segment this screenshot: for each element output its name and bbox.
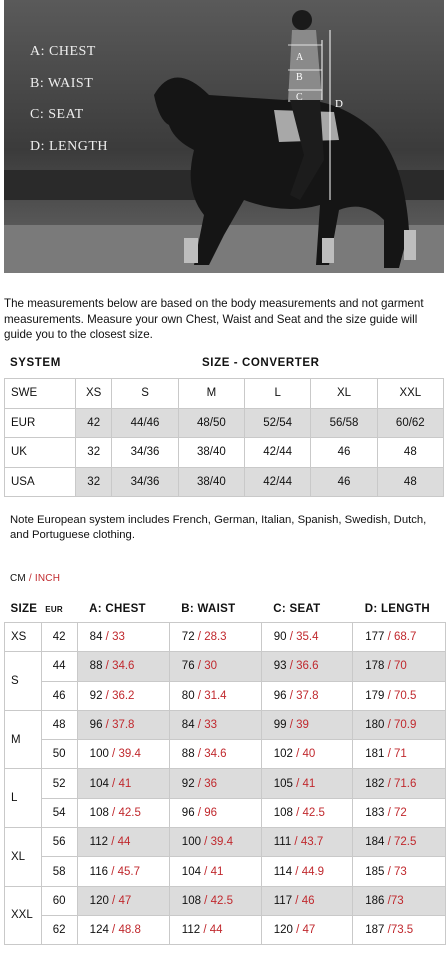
measurement-inch: 70.5: [394, 689, 417, 702]
measurement-cell: [261, 769, 352, 798]
measurement-cell: [169, 857, 261, 886]
measurement-separator: /: [384, 719, 395, 732]
measurement-separator: /: [200, 836, 211, 849]
measurement-separator: /: [384, 689, 395, 702]
unit-toggle[interactable]: [10, 573, 60, 584]
measurement-cell: [353, 857, 446, 886]
measurement-cell: [77, 710, 169, 739]
header-length: D: LENGTH: [364, 603, 431, 615]
measurement-inch: 40: [302, 748, 316, 761]
measurement-cm: 183: [365, 806, 385, 819]
measurement-inch: 68.7: [394, 631, 417, 644]
measurement-cm: 88: [181, 748, 195, 761]
measurement-separator: /: [286, 631, 297, 644]
measurement-inch: 70.9: [394, 719, 417, 732]
size-row: [5, 652, 446, 681]
converter-system: SWE: [5, 379, 76, 409]
measurement-cell: [261, 623, 352, 652]
measurement-separator: /: [286, 689, 297, 702]
measurement-cell: [353, 681, 446, 710]
measurement-inch: 72.5: [394, 836, 417, 849]
eur-size: 52: [41, 769, 77, 798]
measurement-separator: /: [108, 865, 118, 878]
measurement-cm: 100: [181, 836, 201, 849]
converter-cell: 52/54: [245, 408, 311, 438]
measurement-cm: 102: [273, 748, 293, 761]
size-label: XXL: [5, 886, 42, 945]
measurement-cm: 117: [273, 894, 293, 907]
measurement-cell: [261, 857, 352, 886]
measurement-cell: [169, 915, 261, 944]
measurement-cm: 93: [273, 660, 287, 673]
measurement-cell: [169, 798, 261, 827]
legend-length: D: LENGTH: [30, 138, 108, 154]
measurement-inch: 47: [118, 894, 132, 907]
converter-cell: 44/46: [112, 408, 178, 438]
measurement-cm: 96: [181, 806, 195, 819]
measurement-inch: 71.6: [394, 777, 417, 790]
measurement-cm: 99: [273, 719, 287, 732]
measurement-separator: /: [384, 836, 395, 849]
measurement-inch: 96: [204, 806, 217, 819]
measurement-inch: 71: [394, 748, 407, 761]
measurement-separator: /: [384, 806, 395, 819]
measurement-cell: [261, 828, 352, 857]
measurement-cell: [261, 652, 352, 681]
measurement-cell: [169, 710, 261, 739]
measurement-separator: /: [286, 660, 297, 673]
measurement-separator: /: [291, 836, 301, 849]
size-row: [5, 769, 446, 798]
measurement-cm: 108: [273, 806, 293, 819]
measurement-inch: 44: [209, 924, 223, 937]
size-converter-table: [4, 378, 444, 497]
measurement-inch: 36.2: [112, 689, 135, 702]
converter-cell: XL: [311, 379, 377, 409]
legend-seat: C: SEAT: [30, 107, 84, 122]
european-system-note: Note European system includes French, German, Italian, Spanish, Swedish, Dutch, and Portuguese clothing.: [10, 514, 427, 541]
measurement-inch: 30: [204, 660, 217, 673]
measurement-cm: 120: [89, 894, 109, 907]
measurement-inch: 48.8: [118, 924, 141, 937]
measurement-inch: 41: [118, 777, 132, 790]
measurement-inch: 70: [394, 660, 407, 673]
converter-cell: 48: [377, 467, 443, 497]
measurement-cell: [261, 798, 352, 827]
measurement-cm: 182: [365, 777, 385, 790]
measurement-inch: 44: [117, 836, 131, 849]
measurement-cm: 108: [181, 894, 201, 907]
measurement-cell: [261, 915, 352, 944]
measurement-separator: /: [108, 748, 119, 761]
measurement-inch: 39.4: [118, 748, 141, 761]
measurement-cell: [353, 652, 446, 681]
measurement-cell: [169, 828, 261, 857]
measurement-inch: 46: [301, 894, 315, 907]
eur-size: 54: [41, 798, 77, 827]
measurement-inch: 34.6: [204, 748, 227, 761]
measurement-separator: /: [384, 777, 395, 790]
measurement-separator: /: [194, 748, 205, 761]
eur-size: 46: [41, 681, 77, 710]
measurement-cell: [77, 915, 169, 944]
measurement-separator: /: [384, 924, 391, 937]
measurement-inch: 33: [112, 631, 125, 644]
measurement-cm: 100: [89, 748, 109, 761]
measurement-cell: [169, 886, 261, 915]
size-label: XS: [5, 623, 42, 652]
measurement-inch: 37.8: [112, 719, 135, 732]
measurement-inch: 37.8: [296, 689, 319, 702]
measurement-cell: [353, 623, 446, 652]
measurement-cm: 84: [181, 719, 195, 732]
size-row: [5, 886, 446, 915]
measurement-separator: /: [194, 719, 205, 732]
measurement-cm: 180: [365, 719, 385, 732]
eur-size: 60: [41, 886, 77, 915]
measurement-inch: 33: [204, 719, 217, 732]
measurement-cm: 92: [89, 689, 103, 702]
eur-size: 56: [41, 828, 77, 857]
converter-cell: 60/62: [377, 408, 443, 438]
measurement-separator: /: [194, 806, 205, 819]
measurement-separator: /: [108, 924, 119, 937]
measurement-legend: [30, 44, 108, 170]
measurement-cell: [169, 769, 261, 798]
measurement-separator: /: [200, 894, 211, 907]
measurement-separator: /: [194, 689, 205, 702]
measurement-inch: 42.5: [302, 806, 325, 819]
converter-cell: 42/44: [245, 467, 311, 497]
converter-system: UK: [5, 438, 76, 468]
size-row: [5, 828, 446, 857]
measurement-cm: 84: [89, 631, 103, 644]
converter-cell: 32: [76, 438, 112, 468]
measurement-separator: /: [102, 660, 113, 673]
measurement-inch: 36: [204, 777, 217, 790]
converter-row: [5, 408, 444, 438]
measurement-separator: /: [292, 748, 303, 761]
legend-chest: A: CHEST: [30, 44, 96, 59]
measurement-separator: /: [292, 865, 302, 878]
header-chest: A: CHEST: [89, 603, 146, 615]
marker-d: D: [335, 98, 343, 110]
size-label: XL: [5, 828, 42, 887]
converter-system: EUR: [5, 408, 76, 438]
measurement-cell: [77, 623, 169, 652]
measurement-cell: [77, 857, 169, 886]
measurement-cell: [77, 798, 169, 827]
header-eur: EUR: [45, 604, 63, 614]
measurement-separator: /: [384, 748, 395, 761]
measurement-cell: [353, 886, 446, 915]
measurement-inch: 31.4: [204, 689, 227, 702]
measurement-cm: 186: [365, 894, 385, 907]
size-row: [5, 710, 446, 739]
measurement-cell: [261, 740, 352, 769]
measurement-cell: [77, 681, 169, 710]
converter-cell: L: [245, 379, 311, 409]
converter-cell: M: [178, 379, 244, 409]
size-row: [5, 798, 446, 827]
size-label: S: [5, 652, 42, 711]
measurement-cell: [261, 710, 352, 739]
measurement-separator: /: [102, 689, 113, 702]
size-row: [5, 915, 446, 944]
eur-size: 44: [41, 652, 77, 681]
measurement-cm: 179: [365, 689, 385, 702]
measurement-separator: /: [108, 894, 119, 907]
measurement-cm: 185: [365, 865, 385, 878]
measurement-inch: 44.9: [301, 865, 325, 878]
measurement-cm: 181: [365, 748, 385, 761]
converter-cell: 48: [377, 438, 443, 468]
measurement-inch: 28.3: [204, 631, 227, 644]
measurement-cm: 112: [89, 836, 109, 849]
measurement-cell: [353, 769, 446, 798]
converter-cell: 46: [311, 467, 377, 497]
hero-photo: [4, 0, 444, 273]
measurement-separator: /: [102, 719, 113, 732]
measurement-cm: 187: [365, 924, 385, 937]
converter-cell: 46: [311, 438, 377, 468]
measurement-cm: 92: [181, 777, 195, 790]
measurement-cm: 96: [273, 689, 287, 702]
converter-cell: XS: [76, 379, 112, 409]
marker-a: A: [296, 52, 304, 63]
header-waist: B: WAIST: [181, 603, 236, 615]
measurement-separator: /: [194, 631, 205, 644]
converter-cell: 48/50: [178, 408, 244, 438]
size-label: M: [5, 710, 42, 769]
measurement-cell: [261, 886, 352, 915]
header-seat: C: SEAT: [273, 603, 321, 615]
measurement-cm: 104: [181, 865, 201, 878]
measurement-inch: 39: [296, 719, 309, 732]
size-measurement-table: [4, 596, 446, 945]
measurement-cm: 90: [273, 631, 287, 644]
unit-cm[interactable]: CM: [10, 573, 26, 584]
measurement-cm: 104: [89, 777, 109, 790]
measurement-cell: [77, 828, 169, 857]
measurement-inch: 47: [302, 924, 316, 937]
eur-size: 62: [41, 915, 77, 944]
measurement-cell: [77, 886, 169, 915]
measurement-cm: 72: [181, 631, 195, 644]
measurement-inch: 73: [390, 894, 404, 907]
converter-system: USA: [5, 467, 76, 497]
converter-cell: 34/36: [112, 467, 178, 497]
converter-title: SIZE - CONVERTER: [202, 357, 320, 369]
converter-cell: S: [112, 379, 178, 409]
measurement-cell: [261, 681, 352, 710]
header-size: SIZE: [10, 603, 38, 615]
measurement-cell: [77, 740, 169, 769]
converter-cell: 42: [76, 408, 112, 438]
measurement-cm: 108: [89, 806, 109, 819]
measurement-inch: 35.4: [296, 631, 319, 644]
eur-size: 58: [41, 857, 77, 886]
measurement-inch: 73: [394, 865, 407, 878]
measurement-inch: 73.5: [390, 924, 414, 937]
measurement-separator: /: [384, 631, 395, 644]
measurement-cm: 184: [365, 836, 385, 849]
measurement-separator: /: [108, 836, 118, 849]
measurement-inch: 42.5: [210, 894, 233, 907]
marker-b: B: [296, 72, 303, 83]
size-label: L: [5, 769, 42, 828]
converter-row: [5, 438, 444, 468]
measurement-inch: 36.6: [296, 660, 319, 673]
converter-cell: 38/40: [178, 438, 244, 468]
measurement-separator: /: [384, 865, 395, 878]
unit-inch[interactable]: INCH: [34, 573, 61, 584]
converter-cell: 34/36: [112, 438, 178, 468]
marker-c: C: [296, 92, 303, 103]
measurement-separator: /: [292, 894, 302, 907]
measurement-separator: /: [292, 806, 303, 819]
measurement-cell: [353, 798, 446, 827]
measurement-inch: 41: [210, 865, 224, 878]
measurement-cm: 112: [181, 924, 201, 937]
measurement-cell: [353, 828, 446, 857]
measurement-inch: 39.4: [210, 836, 233, 849]
measurement-separator: /: [108, 777, 119, 790]
size-row: [5, 623, 446, 652]
measurement-separator: /: [194, 660, 205, 673]
measurement-cm: 111: [273, 836, 292, 849]
converter-cell: 38/40: [178, 467, 244, 497]
measurement-cm: 120: [273, 924, 293, 937]
converter-row: [5, 467, 444, 497]
measurement-inch: 42.5: [118, 806, 141, 819]
measurement-inch: 34.6: [112, 660, 135, 673]
measurement-inch: 43.7: [300, 836, 324, 849]
measurement-cell: [353, 740, 446, 769]
measurement-cm: 88: [89, 660, 103, 673]
measurement-cm: 105: [273, 777, 293, 790]
eur-size: 50: [41, 740, 77, 769]
converter-cell: 42/44: [245, 438, 311, 468]
measurement-cell: [169, 652, 261, 681]
measurement-cell: [169, 623, 261, 652]
converter-cell: 56/58: [311, 408, 377, 438]
size-row: [5, 681, 446, 710]
measurement-cell: [169, 740, 261, 769]
measurement-cell: [77, 769, 169, 798]
measurement-cm: 178: [365, 660, 385, 673]
unit-separator: /: [25, 573, 35, 584]
measurement-cm: 96: [89, 719, 103, 732]
measurement-cell: [169, 681, 261, 710]
measurement-cell: [353, 915, 446, 944]
converter-row: [5, 379, 444, 409]
measurement-cm: 177: [365, 631, 385, 644]
measurement-separator: /: [292, 777, 303, 790]
intro-text: The measurements below are based on the body measurements and not garment measurements. Measure your own Chest, Waist and Seat and the size guide will guide you to the closest size.: [4, 297, 424, 341]
system-label: SYSTEM: [10, 357, 61, 369]
measurement-separator: /: [108, 806, 119, 819]
measurement-separator: /: [102, 631, 113, 644]
measurement-inch: 45.7: [117, 865, 140, 878]
measurement-separator: /: [286, 719, 297, 732]
eur-size: 48: [41, 710, 77, 739]
measurement-cm: 76: [181, 660, 195, 673]
measurement-separator: /: [384, 660, 395, 673]
measurement-inch: 72: [394, 806, 407, 819]
measurement-cm: 80: [181, 689, 195, 702]
size-row: [5, 857, 446, 886]
measurement-separator: /: [384, 894, 391, 907]
size-row: [5, 740, 446, 769]
measurement-cm: 114: [273, 865, 293, 878]
measurement-separator: /: [292, 924, 303, 937]
measurement-separator: /: [200, 865, 211, 878]
measurement-separator: /: [194, 777, 205, 790]
measurement-separator: /: [200, 924, 210, 937]
legend-waist: B: WAIST: [30, 75, 94, 91]
converter-cell: XXL: [377, 379, 443, 409]
measurement-cm: 124: [89, 924, 109, 937]
measurement-cell: [77, 652, 169, 681]
measurement-cm: 116: [89, 865, 109, 878]
measurement-cell: [353, 710, 446, 739]
eur-size: 42: [41, 623, 77, 652]
converter-cell: 32: [76, 467, 112, 497]
measurement-inch: 41: [302, 777, 316, 790]
